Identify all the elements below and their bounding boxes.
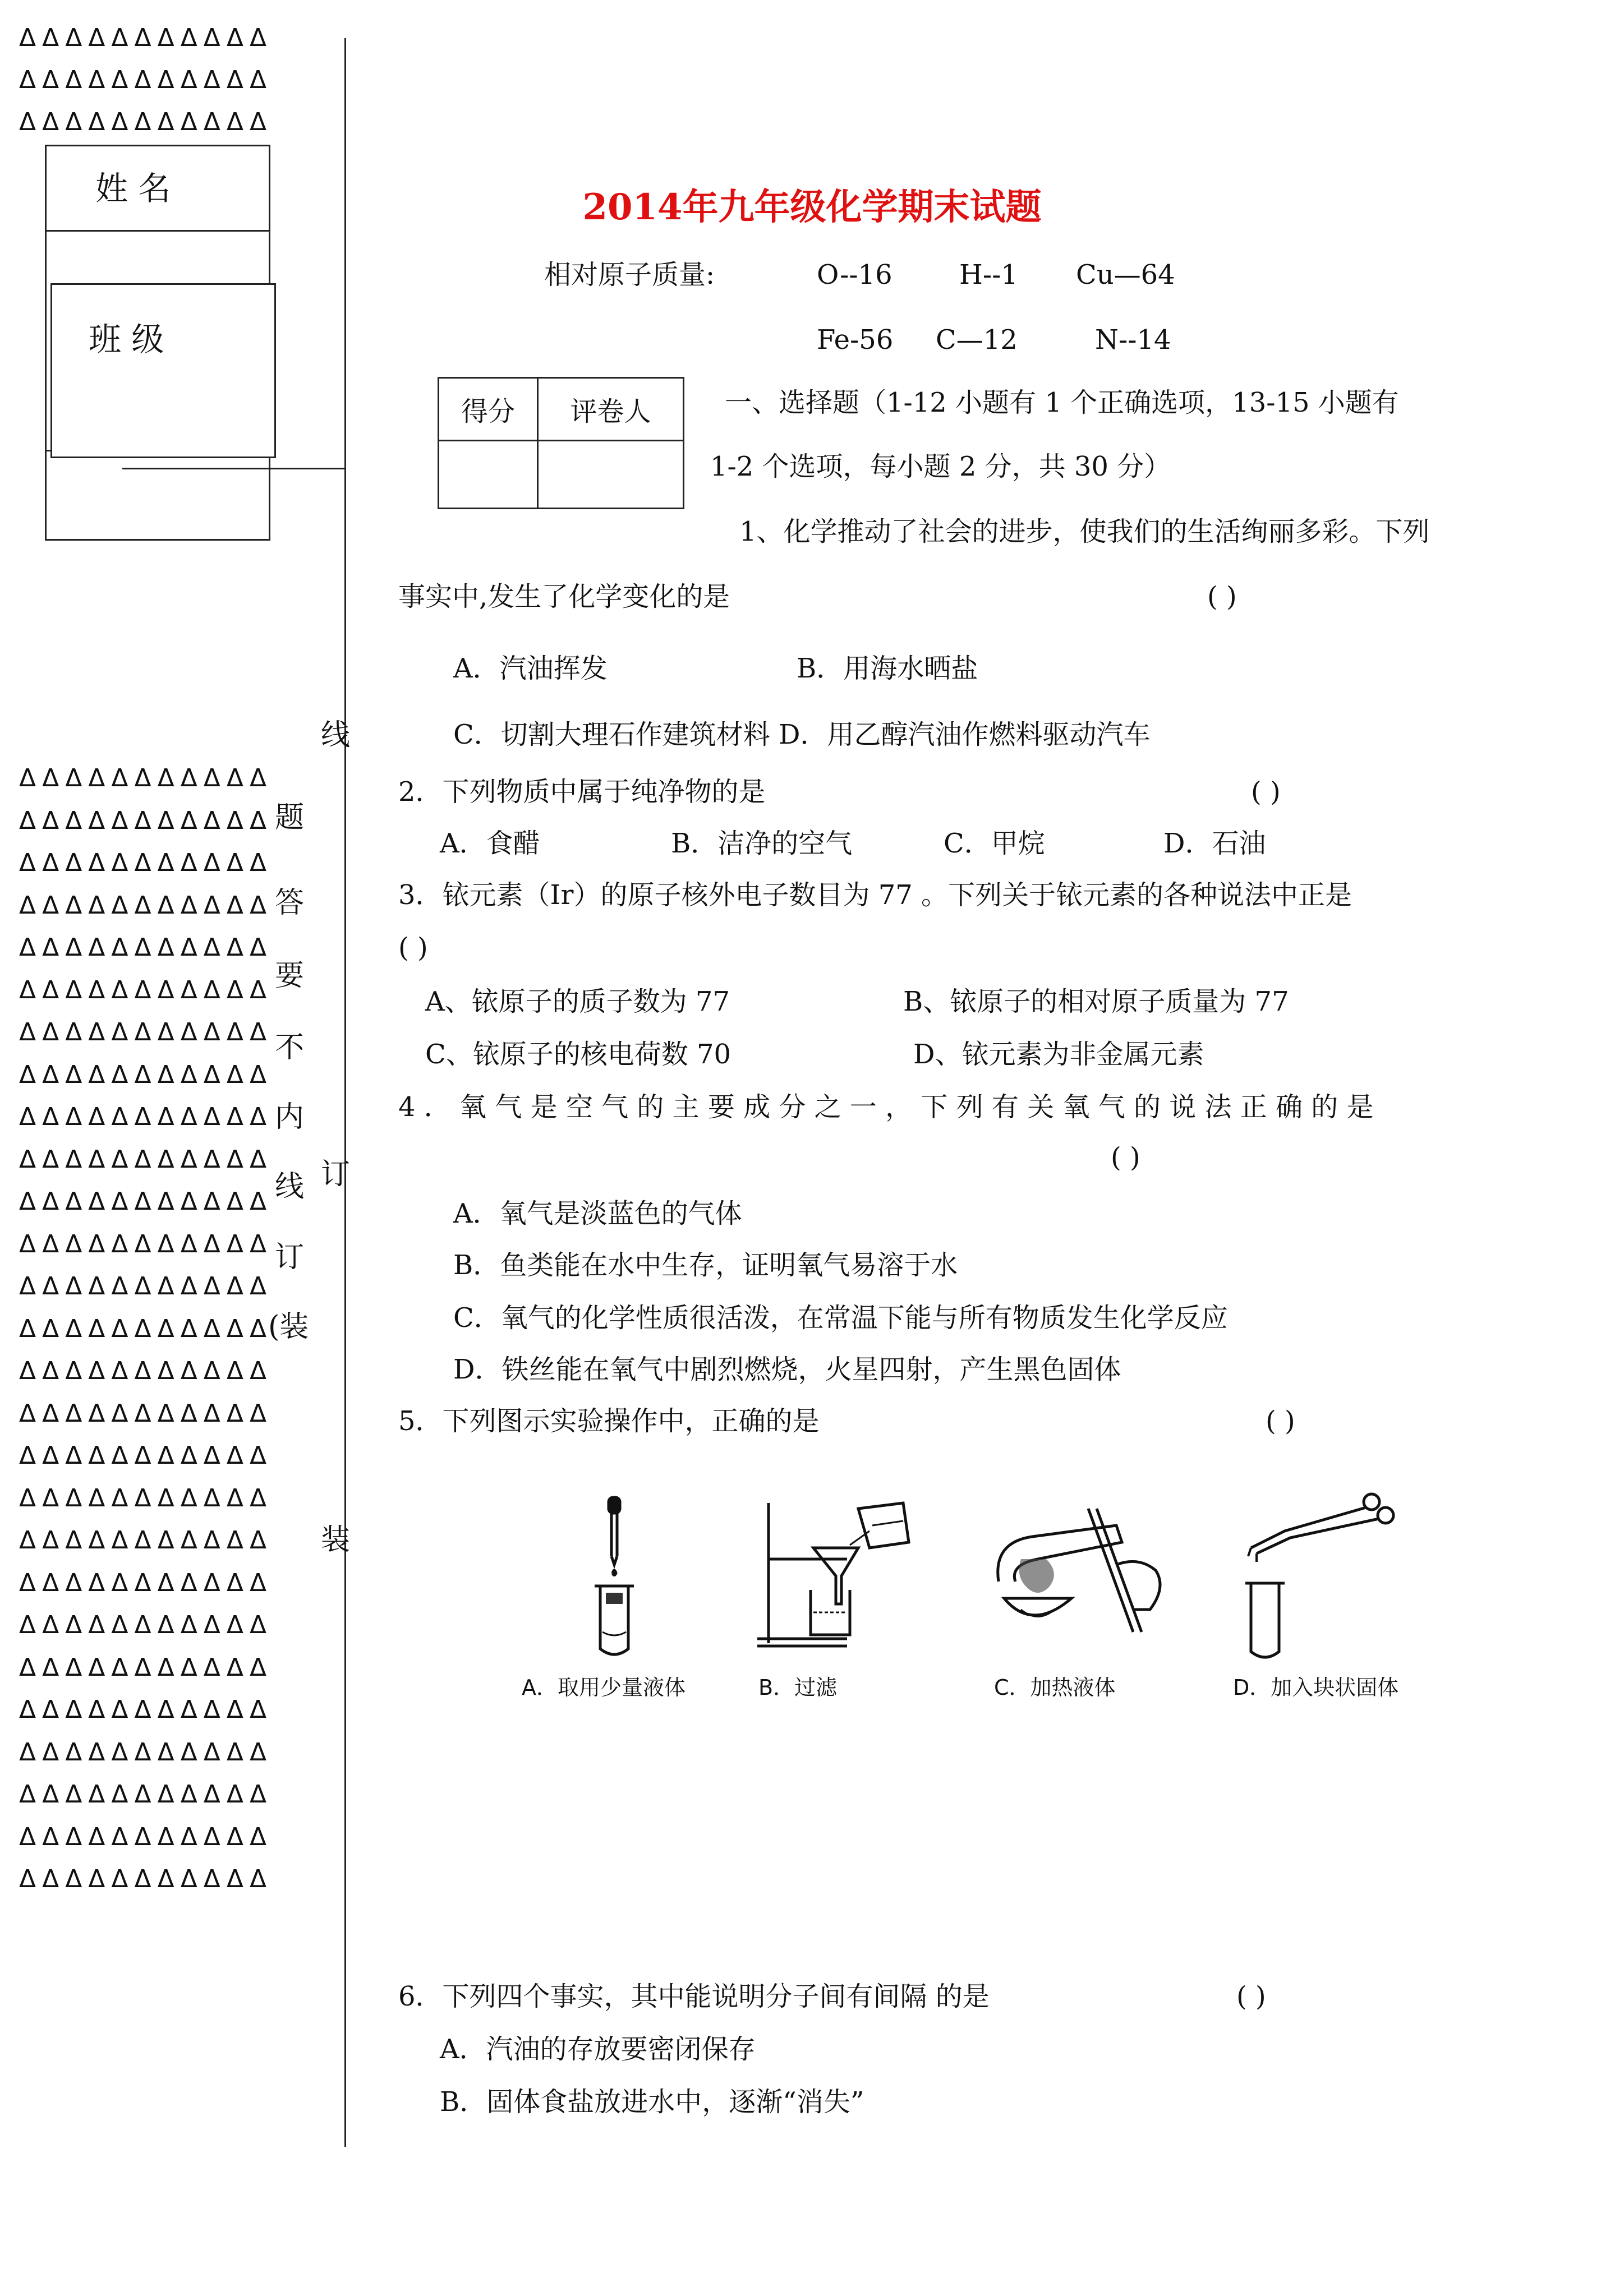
option-a[interactable]: A、铱原子的质子数为 77 [425, 986, 730, 1017]
triangle-row: ΔΔΔΔΔΔΔΔΔΔΔ [19, 849, 273, 877]
grader-cell[interactable] [538, 441, 684, 509]
triangle-row: ΔΔΔΔΔΔΔΔΔΔΔ [19, 1229, 273, 1258]
margin-char: 线 [320, 718, 350, 752]
option-b[interactable]: B．固体食盐放进水中，逐渐“消失” [440, 2086, 864, 2118]
class-box [50, 283, 276, 458]
triangle-row: ΔΔΔΔΔΔΔΔΔΔΔ [19, 1653, 273, 1682]
diagram-caption-c: C．加热液体 [994, 1675, 1116, 1700]
exam-title: 2014年九年级化学期末试题 [582, 186, 1042, 228]
answer-paren[interactable]: ( ) [398, 932, 428, 963]
section-heading-cont: 1-2 个选项，每小题 2 分，共 30 分） [710, 451, 1171, 482]
margin-char: 装 [320, 1523, 350, 1557]
triangle-row: ΔΔΔΔΔΔΔΔΔΔΔ [19, 1187, 273, 1216]
triangle-row: ΔΔΔΔΔΔΔΔΔΔΔ [19, 1145, 273, 1174]
atomic-label: 相对原子质量: [544, 259, 715, 291]
section-heading: 一、选择题（1-12 小题有 1 个正确选项，13-15 小题有 [725, 387, 1399, 418]
atomic-mass: Cu—64 [1076, 259, 1175, 291]
margin-char: 订 [274, 1241, 304, 1274]
triangle-row: ΔΔΔΔΔΔΔΔΔΔΔ [19, 806, 273, 835]
question-6: 6．下列四个事实，其中能说明分子间有间隔 的是 [398, 1981, 990, 2012]
question-3: 3．铱元素（Ir）的原子核外电子数目为 77 。下列关于铱元素的各种说法中正是 [398, 879, 1352, 911]
triangle-row: ΔΔΔΔΔΔΔΔΔΔΔ [19, 24, 273, 52]
option-b[interactable]: B．用海水晒盐 [797, 653, 978, 684]
option-d[interactable]: D．铁丝能在氧气中剧烈燃烧，火星四射，产生黑色固体 [453, 1354, 1121, 1385]
answer-paren[interactable]: ( ) [1236, 1981, 1266, 2012]
score-table [438, 377, 684, 509]
heating-liquid-diagram [987, 1503, 1178, 1643]
margin-char: 答 [274, 886, 304, 920]
diagram-caption-d: D．加入块状固体 [1233, 1675, 1399, 1700]
option-a[interactable]: A．汽油挥发 [453, 653, 608, 684]
tongs-testtube-diagram [1234, 1492, 1414, 1660]
option-c[interactable]: C、铱原子的核电荷数 70 [425, 1039, 732, 1070]
divider [45, 230, 269, 232]
triangle-row: ΔΔΔΔΔΔΔΔΔΔΔ [19, 108, 273, 136]
triangle-row: ΔΔΔΔΔΔΔΔΔΔΔ [19, 1060, 273, 1089]
triangle-row: ΔΔΔΔΔΔΔΔΔΔΔ [19, 66, 273, 94]
answer-paren[interactable]: ( ) [1207, 581, 1237, 612]
margin-char: 内 [274, 1100, 304, 1134]
filter-stand-diagram [752, 1492, 920, 1654]
question-1: 1、化学推动了社会的进步，使我们的生活绚丽多彩。下列 [739, 516, 1430, 547]
triangle-row: ΔΔΔΔΔΔΔΔΔΔΔ [19, 1103, 273, 1131]
option-d[interactable]: D．石油 [1163, 828, 1266, 859]
name-label: 姓 名 [95, 169, 171, 208]
atomic-mass: N--14 [1095, 324, 1171, 356]
atomic-mass: H--1 [959, 259, 1018, 291]
option-a[interactable]: A．食醋 [440, 828, 540, 859]
triangle-row: ΔΔΔΔΔΔΔΔΔΔΔ [19, 1822, 273, 1851]
option-c[interactable]: C．甲烷 [944, 828, 1045, 859]
diagram-caption-a: A．取用少量液体 [522, 1675, 686, 1700]
answer-paren[interactable]: ( ) [1266, 1405, 1295, 1437]
triangle-row: ΔΔΔΔΔΔΔΔΔΔΔ [19, 933, 273, 962]
triangle-row: ΔΔΔΔΔΔΔΔΔΔΔ [19, 764, 273, 792]
option-b[interactable]: B．鱼类能在水中生存，证明氧气易溶于水 [453, 1250, 958, 1281]
option-b[interactable]: B．洁净的空气 [671, 828, 853, 859]
triangle-row: ΔΔΔΔΔΔΔΔΔΔΔ [19, 975, 273, 1004]
triangle-row: ΔΔΔΔΔΔΔΔΔΔΔ [19, 891, 273, 920]
grader-header: 评卷人 [538, 378, 684, 441]
diagram-caption-b: B．过滤 [758, 1675, 838, 1700]
margin-char: 题 [274, 801, 304, 835]
margin-char: 不 [274, 1031, 304, 1064]
margin-char: 要 [274, 959, 304, 993]
answer-paren[interactable]: ( ) [1111, 1142, 1140, 1173]
triangle-row: ΔΔΔΔΔΔΔΔΔΔΔ [19, 1018, 273, 1046]
question-2: 2．下列物质中属于纯净物的是 [398, 776, 766, 808]
triangle-row: ΔΔΔΔΔΔΔΔΔΔΔ [19, 1526, 273, 1555]
class-label: 班 级 [89, 320, 164, 358]
triangle-row: ΔΔΔΔΔΔΔΔΔΔΔ [19, 1314, 273, 1343]
dropper-testtube-diagram [583, 1492, 645, 1660]
triangle-row: ΔΔΔΔΔΔΔΔΔΔΔ [19, 1780, 273, 1809]
question-1-cont: 事实中,发生了化学变化的是 [398, 581, 730, 612]
option-cd[interactable]: C．切割大理石作建筑材料 D．用乙醇汽油作燃料驱动汽车 [453, 719, 1151, 750]
triangle-row: ΔΔΔΔΔΔΔΔΔΔΔ [19, 1441, 273, 1470]
binding-line [344, 38, 346, 2147]
option-d[interactable]: D、铱元素为非金属元素 [913, 1039, 1204, 1070]
question-4: 4 ． 氧 气 是 空 气 的 主 要 成 分 之 一 ， 下 列 有 关 氧 气 的 说 法 正 确 的 是 [398, 1091, 1374, 1123]
margin-char: 订 [320, 1158, 350, 1191]
triangle-row: ΔΔΔΔΔΔΔΔΔΔΔ [19, 1399, 273, 1428]
score-cell[interactable] [439, 441, 538, 509]
triangle-row: ΔΔΔΔΔΔΔΔΔΔΔ [19, 1568, 273, 1597]
divider [122, 468, 346, 469]
answer-paren[interactable]: ( ) [1251, 776, 1281, 808]
triangle-row: ΔΔΔΔΔΔΔΔΔΔΔ [19, 1737, 273, 1767]
triangle-row: ΔΔΔΔΔΔΔΔΔΔΔ [19, 1865, 273, 1893]
option-b[interactable]: B、铱原子的相对原子质量为 77 [903, 986, 1289, 1017]
triangle-row: ΔΔΔΔΔΔΔΔΔΔΔ [19, 1611, 273, 1639]
triangle-row: ΔΔΔΔΔΔΔΔΔΔΔ [19, 1272, 273, 1301]
triangle-row: ΔΔΔΔΔΔΔΔΔΔΔ [19, 1483, 273, 1513]
triangle-row: ΔΔΔΔΔΔΔΔΔΔΔ [19, 1695, 273, 1724]
score-header: 得分 [439, 378, 538, 441]
atomic-mass: O--16 [817, 259, 892, 291]
margin-char: 线 [274, 1170, 304, 1204]
margin-char: (装 [268, 1310, 309, 1344]
triangle-row: ΔΔΔΔΔΔΔΔΔΔΔ [19, 1357, 273, 1385]
question-5: 5．下列图示实验操作中，正确的是 [398, 1405, 820, 1437]
option-c[interactable]: C．氧气的化学性质很活泼，在常温下能与所有物质发生化学反应 [453, 1302, 1228, 1334]
option-a[interactable]: A．氧气是淡蓝色的气体 [453, 1198, 742, 1229]
option-a[interactable]: A．汽油的存放要密闭保存 [440, 2034, 756, 2065]
atomic-mass: C—12 [936, 324, 1018, 356]
atomic-mass: Fe-56 [817, 324, 894, 356]
